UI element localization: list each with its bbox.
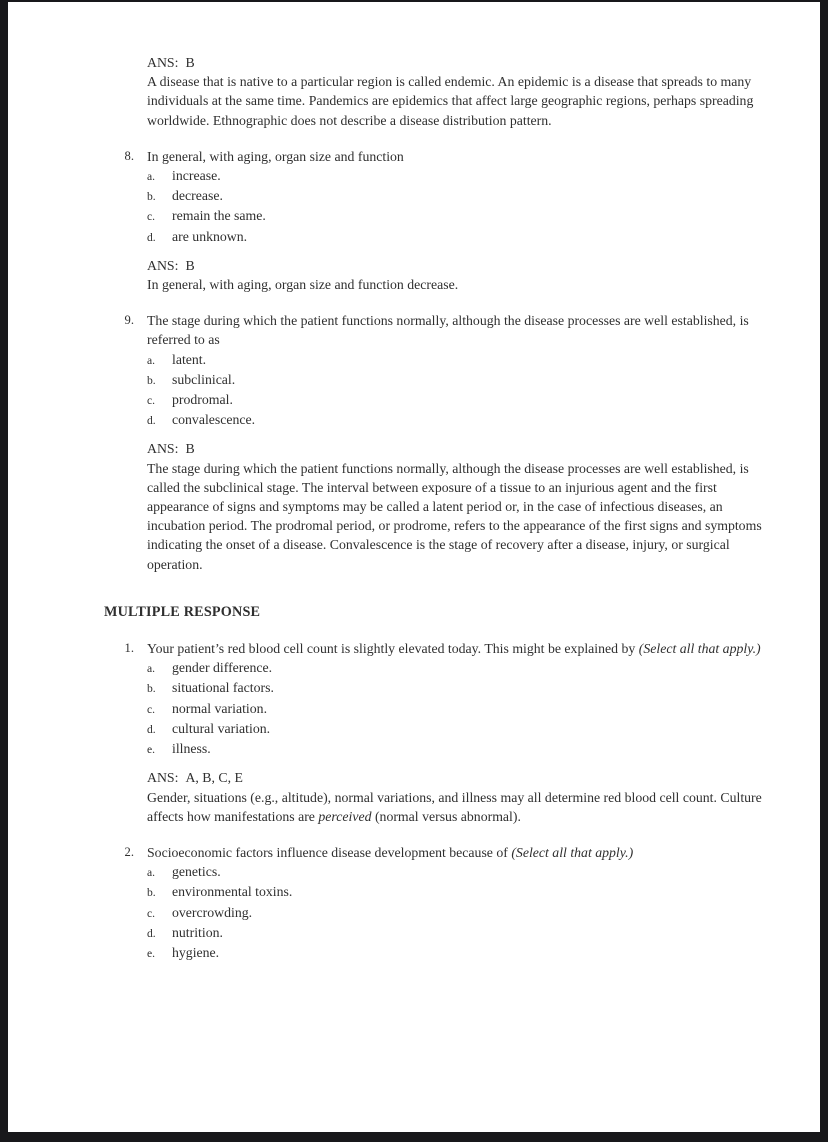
option-text: situational factors. — [172, 680, 274, 696]
answer-label: ANS: — [147, 441, 179, 457]
answer-label: ANS: — [147, 770, 179, 786]
question-stem-text: Socioeconomic factors influence disease development because of — [147, 844, 512, 860]
question-body — [147, 639, 770, 759]
option-letter: b. — [147, 373, 156, 387]
option-text: overcrowding. — [172, 904, 253, 920]
answer-rationale: The stage during which the patient functions normally, although the disease processes are well established, is called the subclinical stage. The interval between exposure of a tissue to an injurious agent and the first appearance of signs and symptoms may be called a latent period or, in the case of infectious diseases, an incubation period. The prodromal period, or prodrome, refers to the appearance of the first signs and symptoms indicating the onset of a disease. Convalescence is the stage of recovery after a disease, injury, or surgical operation. — [147, 460, 762, 572]
answer-line — [147, 256, 770, 275]
option-text: cultural variation. — [172, 720, 271, 736]
answer-value: B — [185, 55, 195, 70]
mr-question-1 — [8, 639, 770, 759]
option-text: nutrition. — [172, 924, 223, 940]
option-text: are unknown. — [172, 228, 248, 244]
document-page — [8, 2, 820, 1132]
rationale-text: Gender, situations (e.g., altitude), normal variations, and illness may all determine red blood cell count. Culture affects how manifestations are — [147, 789, 762, 824]
question-body — [147, 843, 770, 963]
rationale-italic-word: perceived — [318, 808, 372, 824]
answer-option-c — [147, 699, 770, 719]
answer-block-previous-question — [147, 53, 770, 130]
question-stem — [147, 639, 770, 658]
option-text: normal variation. — [172, 700, 268, 716]
option-text: remain the same. — [172, 208, 266, 224]
option-text: latent. — [172, 351, 207, 367]
question-number: 8. — [124, 148, 134, 163]
answer-option-a — [147, 862, 770, 882]
answer-block-question-8 — [147, 256, 770, 294]
question-8 — [8, 147, 770, 247]
answer-option-c — [147, 206, 770, 226]
answer-block-question-9 — [147, 439, 770, 573]
answer-value: B — [185, 441, 195, 457]
rationale-text: (normal versus abnormal). — [371, 808, 521, 824]
option-text: increase. — [172, 168, 221, 184]
option-letter: c. — [147, 702, 156, 716]
option-text: hygiene. — [172, 944, 220, 960]
answer-value: B — [185, 257, 195, 273]
page-content — [8, 2, 820, 963]
option-text: prodromal. — [172, 392, 233, 408]
option-letter: d. — [147, 230, 156, 244]
answer-value: A, B, C, E — [185, 770, 243, 786]
option-letter: a. — [147, 353, 156, 367]
option-letter: a. — [147, 662, 156, 676]
answer-option-b — [147, 186, 770, 206]
question-body — [147, 311, 770, 430]
option-letter: d. — [147, 722, 156, 736]
answer-option-a — [147, 658, 770, 678]
option-text: genetics. — [172, 864, 221, 880]
option-letter: b. — [147, 190, 156, 204]
answer-option-d — [147, 410, 770, 430]
answer-option-b — [147, 370, 770, 390]
select-all-note: (Select all that apply.) — [638, 641, 761, 657]
select-all-note: (Select all that apply.) — [511, 844, 634, 860]
answer-option-c — [147, 390, 770, 410]
answer-rationale: In general, with aging, organ size and function decrease. — [147, 277, 459, 293]
answer-option-a — [147, 350, 770, 370]
answer-option-e — [147, 739, 770, 759]
option-text: gender difference. — [172, 660, 273, 676]
question-stem: In general, with aging, organ size and function — [147, 148, 404, 164]
mr-question-2 — [8, 843, 770, 963]
option-letter: b. — [147, 886, 156, 900]
option-letter: c. — [147, 906, 156, 920]
answer-option-b — [147, 882, 770, 902]
question-number: 2. — [124, 844, 134, 859]
answer-option-d — [147, 923, 770, 943]
answer-line — [147, 439, 770, 458]
option-letter: c. — [147, 394, 156, 408]
option-letter: b. — [147, 682, 156, 696]
option-letter: e. — [147, 946, 156, 960]
option-text: convalescence. — [172, 412, 256, 428]
option-text: environmental toxins. — [172, 884, 293, 900]
answer-rationale — [147, 788, 770, 826]
option-text: decrease. — [172, 188, 223, 204]
question-9 — [8, 311, 770, 430]
option-text: illness. — [172, 741, 211, 757]
option-letter: d. — [147, 414, 156, 428]
question-stem: The stage during which the patient functions normally, although the disease processes are well established, is referred to as — [147, 313, 749, 348]
answer-label: ANS: — [147, 55, 179, 70]
question-stem — [147, 843, 770, 862]
answer-label: ANS: — [147, 257, 179, 273]
option-text: subclinical. — [172, 371, 236, 387]
option-letter: a. — [147, 866, 156, 880]
question-number: 1. — [124, 641, 134, 656]
section-heading-multiple-response: MULTIPLE RESPONSE — [104, 603, 261, 620]
answer-option-a — [147, 166, 770, 186]
option-letter: c. — [147, 210, 156, 224]
answer-option-c — [147, 903, 770, 923]
option-letter: a. — [147, 170, 156, 184]
answer-line — [147, 53, 770, 72]
question-stem-text: Your patient’s red blood cell count is slightly elevated today. This might be explained by — [147, 641, 639, 657]
answer-option-e — [147, 943, 770, 963]
answer-rationale: A disease that is native to a particular region is called endemic. An epidemic is a disease that spreads to many individuals at the same time. Pandemics are epidemics that affect large geographic regions, perhaps spreading worldwide. Ethnographic does not describe a disease distribution pattern. — [147, 74, 754, 128]
question-number: 9. — [124, 313, 134, 328]
answer-option-d — [147, 227, 770, 247]
answer-option-d — [147, 719, 770, 739]
answer-block-mr-question-1 — [147, 768, 770, 826]
option-letter: e. — [147, 743, 156, 757]
answer-option-b — [147, 678, 770, 698]
question-body — [147, 147, 770, 247]
option-letter: d. — [147, 926, 156, 940]
answer-line — [147, 768, 770, 787]
